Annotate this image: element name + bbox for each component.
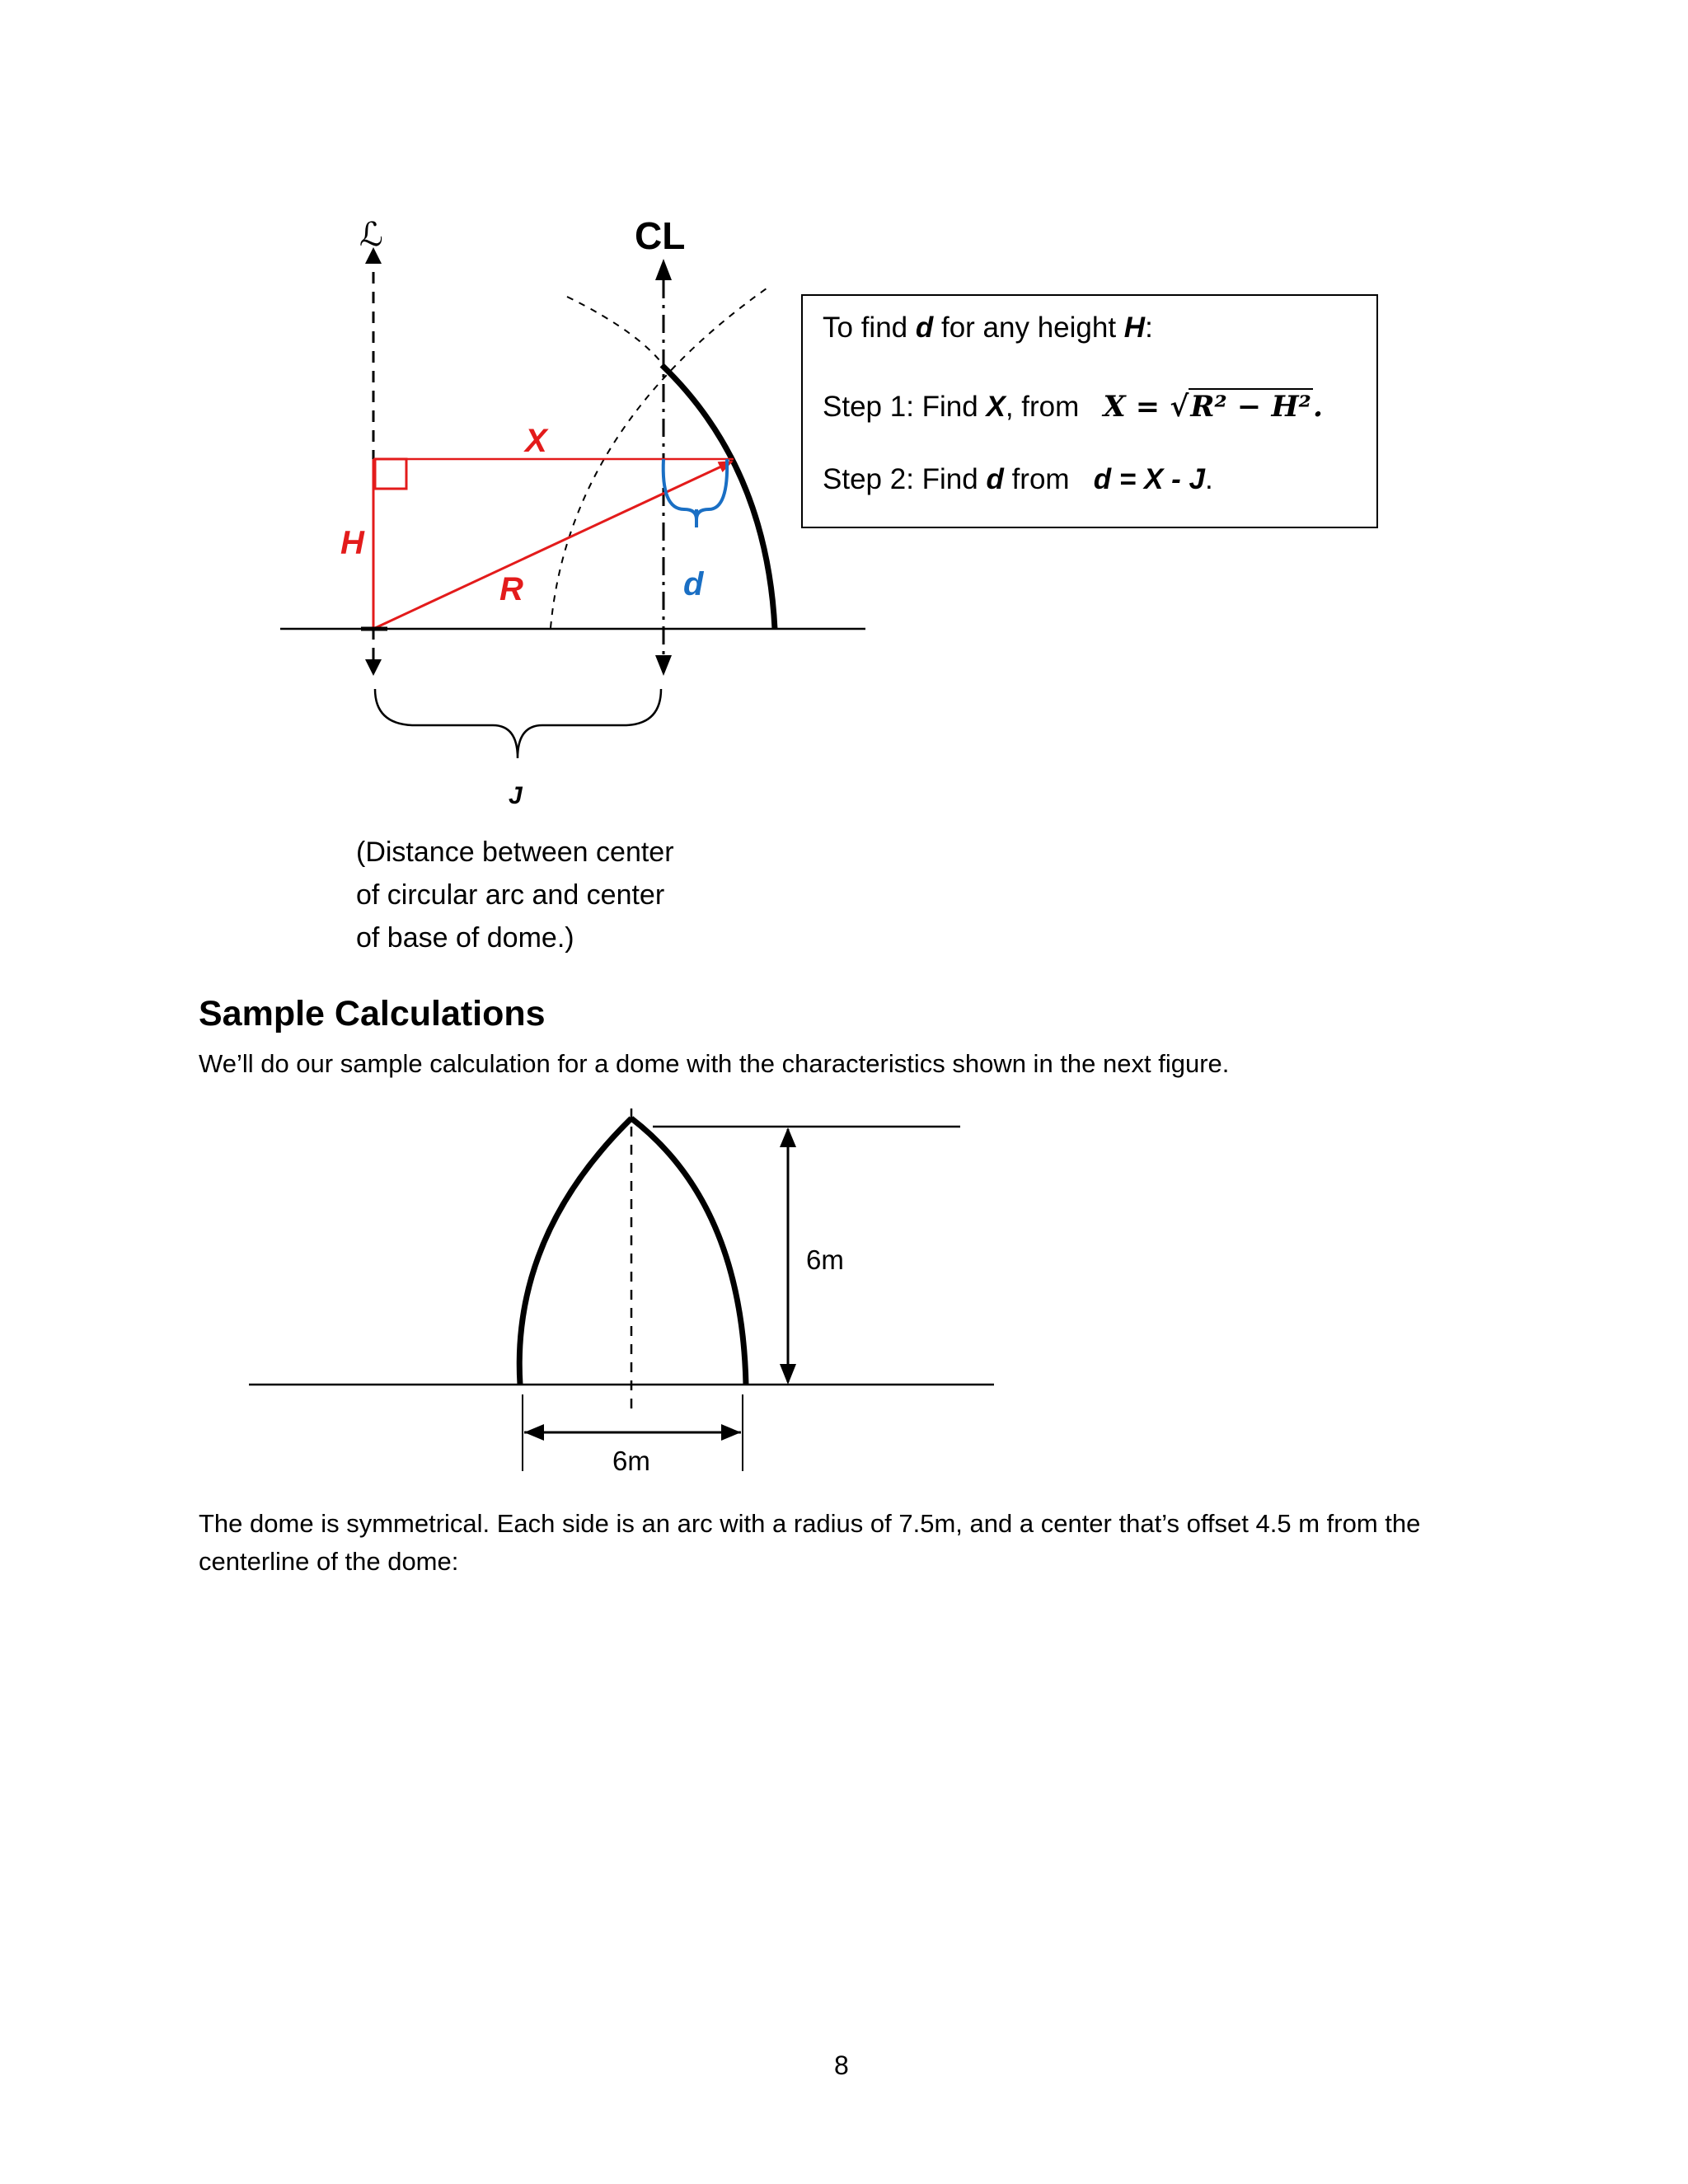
r-segment [373,462,732,629]
dome-arc [662,365,775,629]
sample-dome-right-arc [631,1118,746,1385]
cl-label: CL [635,214,686,257]
sqrt-icon: √ [1170,390,1189,424]
j-label: J [509,782,523,809]
d-label: d [683,566,704,602]
section-intro: We’ll do our sample calculation for a dome with the characteristics shown in the next figure. [199,1049,1230,1078]
construction-arc-top [567,297,668,371]
x-formula: X = √R² − H². [1103,390,1324,424]
height-label: 6m [806,1244,844,1275]
r-label: R [499,571,523,607]
right-angle-marker [375,459,406,489]
sample-dome-diagram [0,1096,1688,1508]
formula-box-title: To find d for any height H: [823,312,1153,344]
page-number: 8 [834,2050,849,2080]
formula-step-2: Step 2: Find d from d = X - J. [823,463,1213,495]
script-l-label: ℒ [359,217,383,253]
j-brace [375,689,661,758]
width-label: 6m [612,1446,650,1476]
j-caption: (Distance between center of circular arc and center of base of dome.) [356,837,674,954]
section-heading: Sample Calculations [199,994,546,1033]
sample-dome-left-arc [519,1118,631,1385]
body-paragraph: The dome is symmetrical. Each side is an arc with a radius of 7.5m, and a center that’s offset 4.5 m from the centerline of the dome: [199,1509,1421,1576]
h-label: H [340,525,364,561]
x-label: X [525,423,547,459]
d-formula: d = X - J [1093,463,1205,495]
formula-box [801,294,1378,528]
formula-step-1: Step 1: Find X, from X = √R² − H². [823,390,1324,424]
